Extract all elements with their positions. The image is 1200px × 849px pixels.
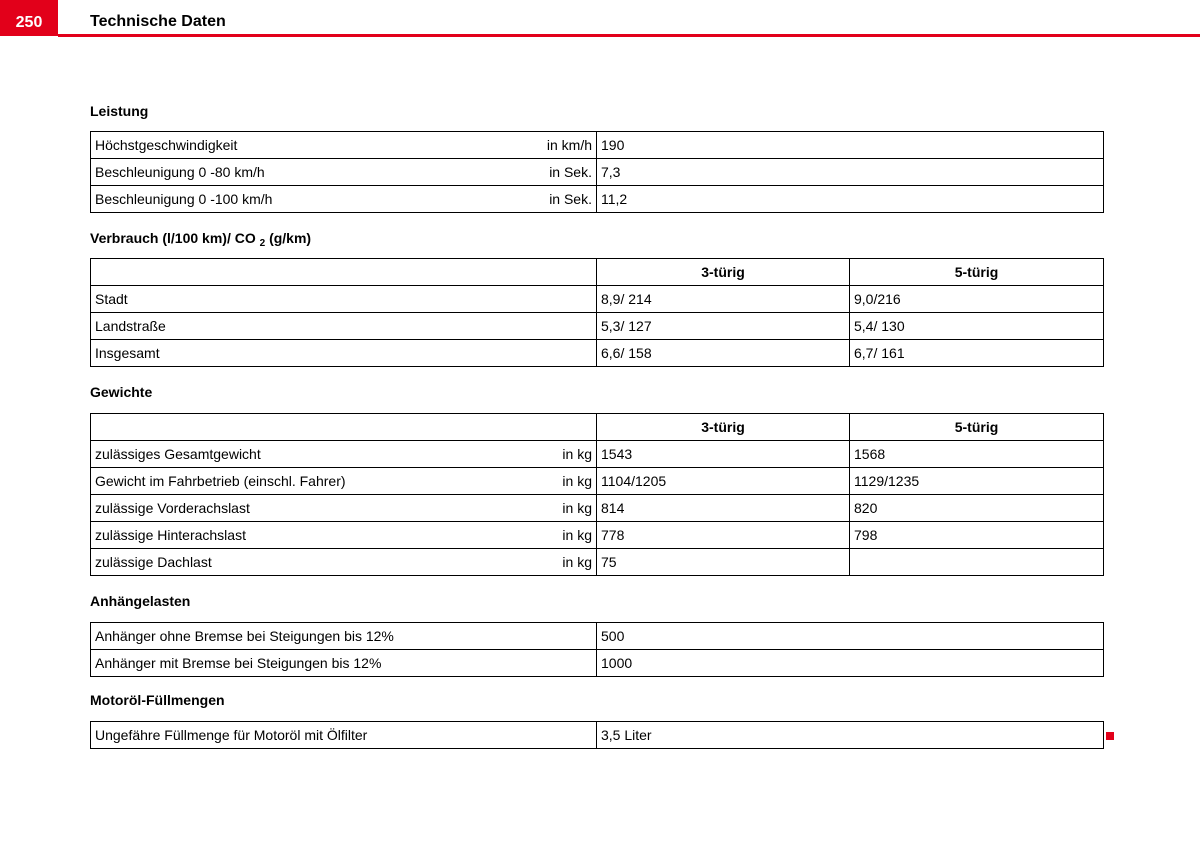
row-label-cell: [91, 132, 597, 159]
verbrauch-title-main: Verbrauch (l/100 km)/ CO: [90, 230, 256, 246]
row-label-cell: [91, 186, 597, 213]
value-5-door: 6,7/ 161: [850, 340, 1104, 367]
row-label: Insgesamt: [91, 340, 597, 367]
row-label-cell: [91, 441, 597, 468]
row-label: zulässige Vorderachslast: [95, 500, 250, 516]
row-label: Beschleunigung 0 -80 km/h: [95, 164, 265, 180]
verbrauch-title-end: (g/km): [269, 230, 312, 246]
row-label: Gewicht im Fahrbetrieb (einschl. Fahrer): [95, 473, 346, 489]
column-header: 5-türig: [850, 259, 1104, 286]
value-5-door: [850, 549, 1104, 576]
table-row: [91, 286, 1104, 313]
page-number: 250: [0, 0, 58, 36]
value-5-door: 5,4/ 130: [850, 313, 1104, 340]
row-label-cell: [91, 549, 597, 576]
row-value: 190: [597, 132, 1104, 159]
row-label: Beschleunigung 0 -100 km/h: [95, 191, 273, 207]
table-row: [91, 623, 1104, 650]
row-unit: in kg: [562, 554, 592, 570]
table-row: [91, 549, 1104, 576]
anhaengelasten-table: [90, 622, 1104, 677]
row-value: 11,2: [597, 186, 1104, 213]
table-row: [91, 441, 1104, 468]
section-title-gewichte: Gewichte: [90, 384, 153, 400]
row-label: Anhänger mit Bremse bei Steigungen bis 12%: [91, 650, 597, 677]
row-label: Ungefähre Füllmenge für Motoröl mit Ölfilter: [91, 722, 597, 749]
row-value: 1000: [597, 650, 1104, 677]
empty-header-cell: [91, 414, 597, 441]
column-header: 5-türig: [850, 414, 1104, 441]
value-3-door: 5,3/ 127: [597, 313, 850, 340]
row-label: zulässiges Gesamtgewicht: [95, 446, 261, 462]
column-header: 3-türig: [597, 259, 850, 286]
row-value: 3,5 Liter: [597, 722, 1104, 749]
row-label: Landstraße: [91, 313, 597, 340]
value-5-door: 1129/1235: [850, 468, 1104, 495]
row-label-cell: [91, 159, 597, 186]
value-3-door: 778: [597, 522, 850, 549]
value-5-door: 9,0/216: [850, 286, 1104, 313]
row-unit: in kg: [562, 473, 592, 489]
section-title-leistung: Leistung: [90, 103, 149, 119]
table-row: [91, 495, 1104, 522]
table-row: [91, 468, 1104, 495]
value-3-door: 1543: [597, 441, 850, 468]
row-label: zulässige Dachlast: [95, 554, 212, 570]
end-of-section-marker: [1106, 732, 1114, 740]
motoroel-table: [90, 721, 1104, 749]
table-row: [91, 132, 1104, 159]
value-5-door: 820: [850, 495, 1104, 522]
table-row: [91, 186, 1104, 213]
row-unit: in kg: [562, 446, 592, 462]
row-value: 500: [597, 623, 1104, 650]
column-header: 3-türig: [597, 414, 850, 441]
verbrauch-table: [90, 258, 1104, 367]
value-3-door: 1104/1205: [597, 468, 850, 495]
row-unit: in km/h: [546, 137, 592, 153]
value-3-door: 814: [597, 495, 850, 522]
section-title-verbrauch: [90, 230, 311, 249]
row-label: Stadt: [91, 286, 597, 313]
page-title: Technische Daten: [90, 13, 226, 30]
row-label: zulässige Hinterachslast: [95, 527, 246, 543]
header-rule: [58, 34, 1200, 37]
row-label: Höchstgeschwindigkeit: [95, 137, 238, 153]
empty-header-cell: [91, 259, 597, 286]
page-header: [0, 0, 1200, 38]
row-unit: in kg: [562, 527, 592, 543]
table-row: [91, 722, 1104, 749]
row-label: Anhänger ohne Bremse bei Steigungen bis 12%: [91, 623, 597, 650]
row-label-cell: [91, 495, 597, 522]
table-header-row: [91, 259, 1104, 286]
table-header-row: [91, 414, 1104, 441]
row-unit: in kg: [562, 500, 592, 516]
value-5-door: 798: [850, 522, 1104, 549]
value-5-door: 1568: [850, 441, 1104, 468]
section-title-anhaengelasten: Anhängelasten: [90, 593, 191, 609]
gewichte-table: [90, 413, 1104, 576]
value-3-door: 75: [597, 549, 850, 576]
table-row: [91, 650, 1104, 677]
leistung-table: [90, 131, 1104, 213]
verbrauch-title-subscript: 2: [259, 238, 266, 249]
row-value: 7,3: [597, 159, 1104, 186]
value-3-door: 6,6/ 158: [597, 340, 850, 367]
section-title-motoroel: Motoröl-Füllmengen: [90, 692, 225, 708]
table-row: [91, 340, 1104, 367]
table-row: [91, 313, 1104, 340]
table-row: [91, 522, 1104, 549]
row-unit: in Sek.: [549, 191, 592, 207]
row-label-cell: [91, 522, 597, 549]
row-unit: in Sek.: [549, 164, 592, 180]
row-label-cell: [91, 468, 597, 495]
table-row: [91, 159, 1104, 186]
value-3-door: 8,9/ 214: [597, 286, 850, 313]
